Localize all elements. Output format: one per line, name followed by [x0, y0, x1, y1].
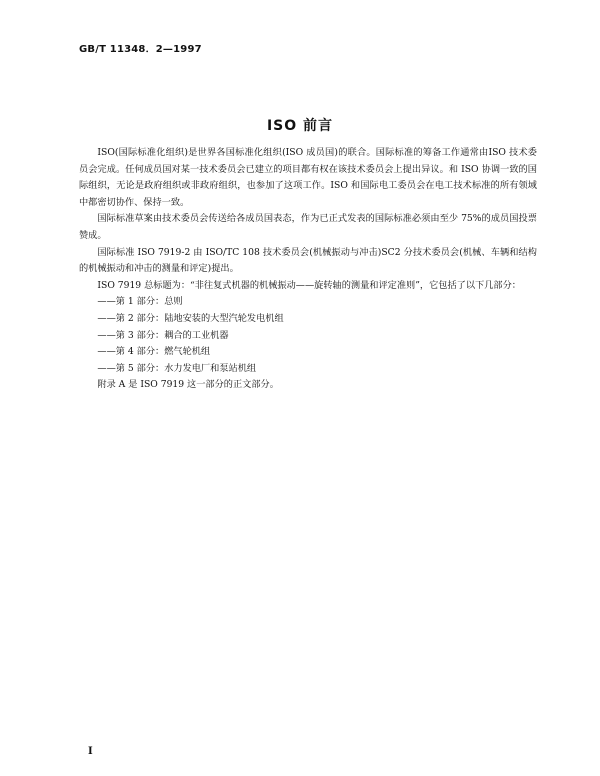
- page-title: ISO 前言: [266, 118, 334, 134]
- standard-number: GB/T 11348．2—1997: [79, 44, 202, 55]
- list-item-part-3: ——第 3 部分：耦合的工业机器: [97, 329, 229, 341]
- paragraph-voting: 国际标准草案由技术委员会传送给各成员国表态，作为已正式发表的国际标准必须由至少 75%的成员国投票赞成。: [79, 213, 537, 241]
- paragraph-series-title: ISO 7919 总标题为：“非往复式机器的机械振动——旋转轴的测量和评定准则”，它包括了以下几部分：: [97, 279, 521, 291]
- paragraph-origin: 国际标准 ISO 7919-2 由 ISO/TC 108 技术委员会(机械振动与冲击)SC2 分技术委员会(机械、车辆和结构的机械振动和冲击的测量和评定)提出。: [79, 246, 537, 275]
- annex-note: 附录 A 是 ISO 7919 这一部分的正文部分。: [97, 379, 279, 391]
- foreword-body: [79, 145, 537, 394]
- list-item-part-4: ——第 4 部分：燃气轮机组: [97, 346, 211, 358]
- list-item-part-5: ——第 5 部分：水力发电厂和泵站机组: [97, 362, 257, 374]
- list-item-part-1: ——第 1 部分：总则: [97, 296, 183, 308]
- page-number: I: [88, 746, 93, 757]
- list-item-part-2: ——第 2 部分：陆地安装的大型汽轮发电机组: [97, 312, 284, 324]
- paragraph-iso-intro: ISO(国际标准化组织)是世界各国标准化组织(ISO 成员国)的联合。国际标准的筹备工作通常由ISO 技术委员会完成。任何成员国对某一技术委员会已建立的项目都有权在该技术委员会上提出异议。和 ISO 协调一致的国际组织，无论是政府组织或非政府组织，也参加了这项工作。ISO 和国际电工委员会在电工技术标准的所有领域中都密切协作、保持一致。: [79, 147, 537, 208]
